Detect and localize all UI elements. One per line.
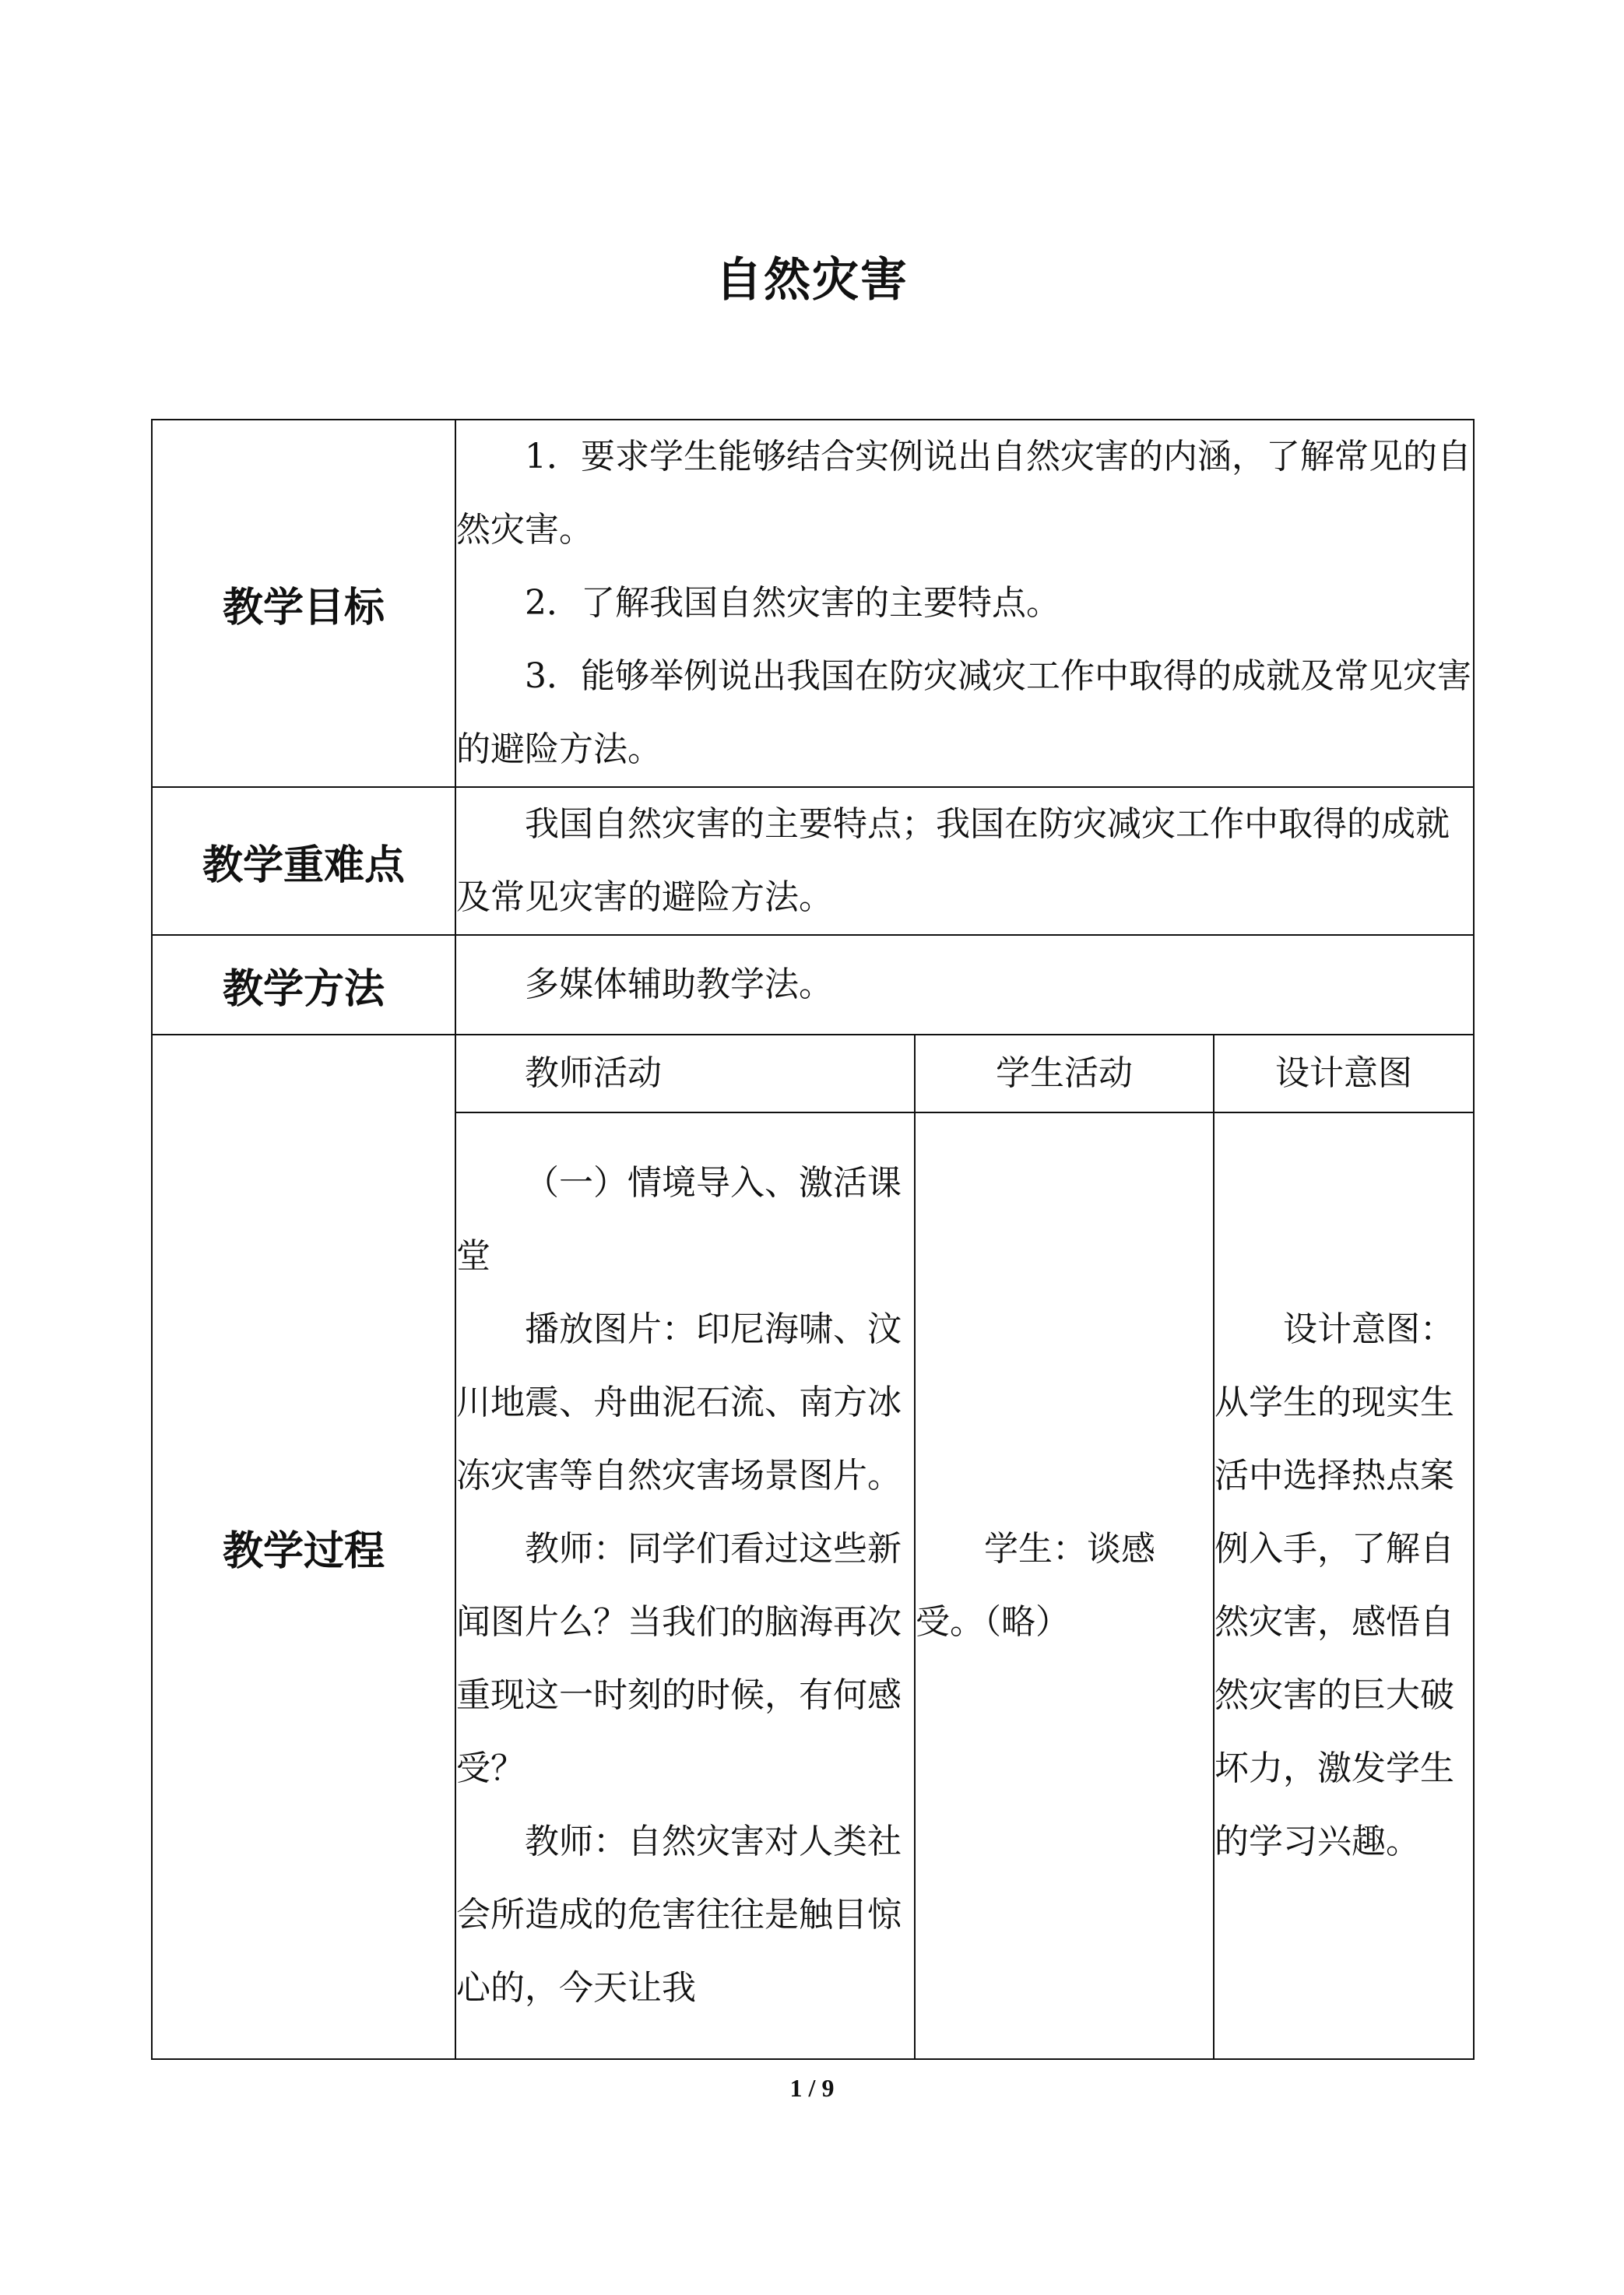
method-content (455, 935, 1474, 1035)
objective-item-3: 3．能够举例说出我国在防灾减灾工作中取得的成就及常见灾害的避险方法。 (456, 656, 1471, 769)
design-intent-cell (1214, 1112, 1474, 2059)
objectives-content (455, 420, 1474, 787)
student-activity-header: 学生活动 (915, 1035, 1214, 1112)
page-number: 1 / 9 (789, 2074, 835, 2102)
method-text: 多媒体辅助教学法。 (525, 965, 833, 1004)
teacher-activity-header (455, 1035, 915, 1112)
design-intent-text: 设计意图：从学生的现实生活中选择热点案例入手，了解自然灾害，感悟自然灾害的巨大破坏力，激发学生的学习兴趣。 (1214, 1309, 1454, 1861)
process-header-row (152, 1035, 1474, 1112)
teacher-activity-cell (455, 1112, 915, 2059)
design-intent-header: 设计意图 (1214, 1035, 1474, 1112)
key-points-text: 我国自然灾害的主要特点；我国在防灾减灾工作中取得的成就及常见灾害的避险方法。 (456, 804, 1450, 917)
student-activity-cell (915, 1112, 1214, 2059)
teacher-paragraph-4: 教师：自然灾害对人类社会所造成的危害往往是触目惊心的，今天让我 (456, 1822, 902, 2008)
objective-item-2: 2．了解我国自然灾害的主要特点。 (525, 583, 1060, 623)
teacher-paragraph-2: 播放图片：印尼海啸、汶川地震、舟曲泥石流、南方冰冻灾害等自然灾害场景图片。 (456, 1309, 902, 1495)
method-label: 教学方法 (152, 935, 455, 1035)
key-points-row (152, 787, 1474, 935)
document-title: 自然灾害 (715, 253, 909, 308)
student-activity-text: 学生：谈感受。（略） (916, 1529, 1155, 1642)
objectives-row (152, 420, 1474, 787)
teacher-paragraph-1: （一）情境导入、激活课堂 (456, 1163, 902, 1276)
teacher-activity-header-text: 教师活动 (525, 1053, 662, 1093)
method-row (152, 935, 1474, 1035)
process-label: 教学过程 (152, 1035, 455, 2059)
objective-item-1: 1．要求学生能够结合实例说出自然灾害的内涵，了解常见的自然灾害。 (456, 437, 1471, 550)
teacher-paragraph-3: 教师：同学们看过这些新闻图片么？当我们的脑海再次重现这一时刻的时候，有何感受？ (456, 1529, 902, 1788)
lesson-plan-table (151, 419, 1475, 2060)
key-points-label: 教学重难点 (152, 787, 455, 935)
key-points-content (455, 787, 1474, 935)
objectives-label: 教学目标 (152, 420, 455, 787)
